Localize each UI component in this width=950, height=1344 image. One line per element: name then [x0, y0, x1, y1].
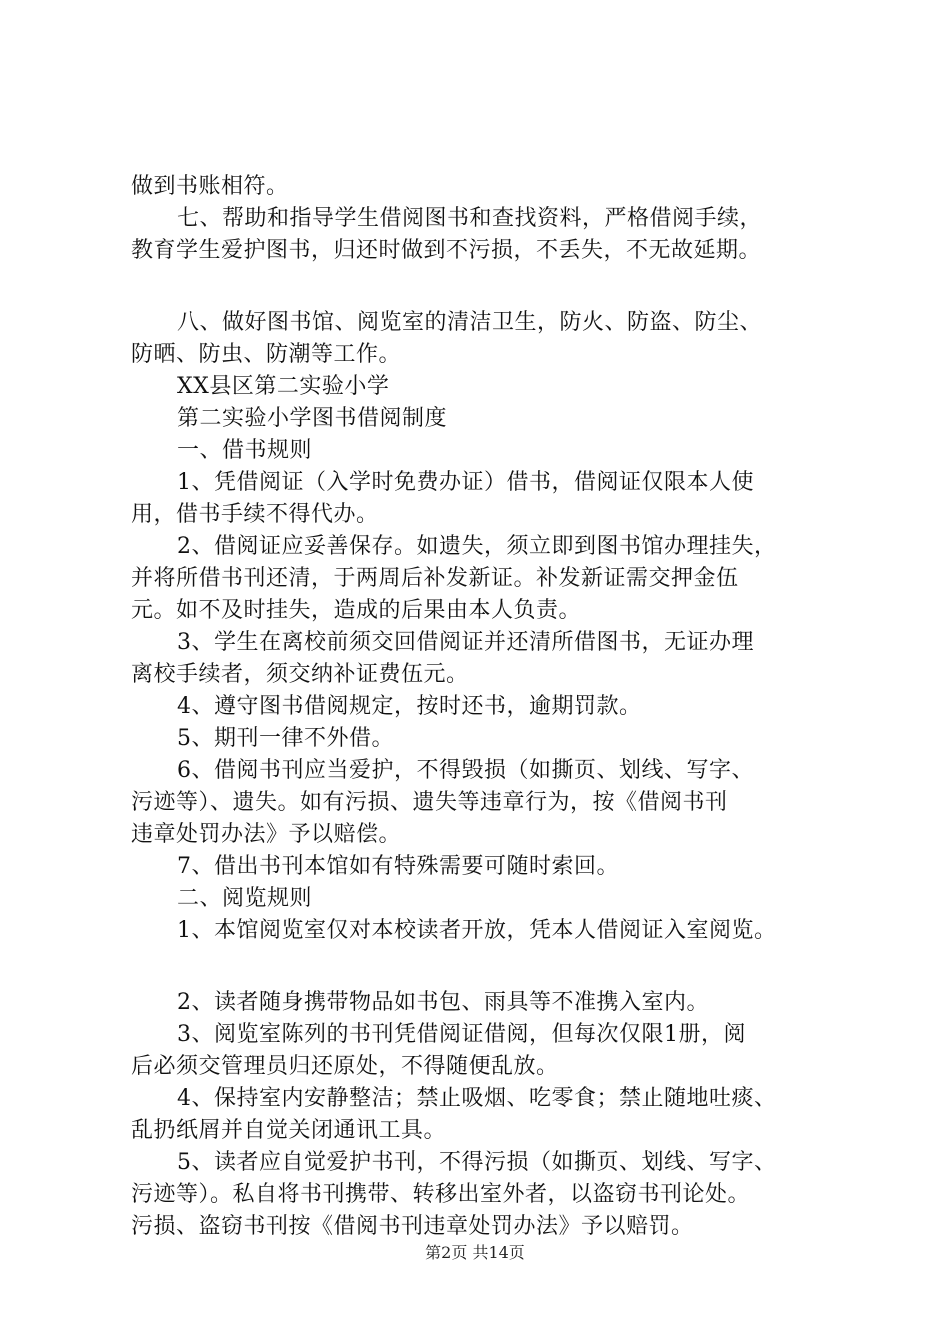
text-line: 一、借书规则 — [177, 438, 313, 463]
text-line: 1、凭借阅证（入学时免费办证）借书，借阅证仅限本人使 — [177, 470, 754, 495]
text-line: 4、遵守图书借阅规定，按时还书，逾期罚款。 — [177, 694, 642, 719]
text-line: 2、借阅证应妥善保存。如遗失，须立即到图书馆办理挂失， — [177, 534, 777, 559]
text-line: 污迹等）、遗失。如有污损、遗失等违章行为，按《借阅书刊 — [131, 790, 728, 815]
text-line: 后必须交管理员归还原处，不得随便乱放。 — [131, 1054, 559, 1079]
text-line: 3、阅览室陈列的书刊凭借阅证借阅，但每次仅限1册，阅 — [177, 1022, 746, 1047]
text-line: 防晒、防虫、防潮等工作。 — [131, 342, 402, 367]
text-line: 5、读者应自觉爱护书刊，不得污损（如撕页、划线、写字、 — [177, 1150, 777, 1175]
text-line: 第二实验小学图书借阅制度 — [177, 406, 448, 431]
text-line: 并将所借书刊还清，于两周后补发新证。补发新证需交押金伍 — [131, 566, 739, 591]
text-line: 7、借出书刊本馆如有特殊需要可随时索回。 — [177, 854, 619, 879]
text-line: XX县区第二实验小学 — [177, 374, 390, 399]
page-footer: 第2页 共14页 — [425, 1243, 525, 1262]
text-line: 5、期刊一律不外借。 — [177, 726, 394, 751]
text-line: 离校手续者，须交纳补证费伍元。 — [131, 662, 469, 687]
text-line: 乱扔纸屑并自觉关闭通讯工具。 — [131, 1118, 447, 1143]
text-line: 做到书账相符。 — [131, 174, 289, 199]
text-line: 二、阅览规则 — [177, 886, 313, 911]
text-line: 2、读者随身携带物品如书包、雨具等不准携入室内。 — [177, 990, 709, 1015]
text-line: 七、帮助和指导学生借阅图书和查找资料，严格借阅手续， — [177, 206, 763, 231]
text-line: 污损、盗窃书刊按《借阅书刊违章处罚办法》予以赔罚。 — [131, 1214, 694, 1239]
text-line: 教育学生爱护图书，归还时做到不污损，不丢失，不无故延期。 — [131, 238, 762, 263]
text-line: 4、保持室内安静整洁；禁止吸烟、吃零食；禁止随地吐痰、 — [177, 1086, 777, 1111]
text-line: 1、本馆阅览室仅对本校读者开放，凭本人借阅证入室阅览。 — [177, 918, 777, 943]
text-line: 用，借书手续不得代办。 — [131, 502, 379, 527]
text-line: 八、做好图书馆、阅览室的清洁卫生，防火、防盗、防尘、 — [177, 310, 763, 335]
document-body — [131, 171, 851, 1243]
text-line: 元。如不及时挂失，造成的后果由本人负责。 — [131, 598, 582, 623]
text-line: 污迹等）。私自将书刊携带、转移出室外者，以盗窃书刊论处。 — [131, 1182, 751, 1207]
text-line: 违章处罚办法》予以赔偿。 — [131, 822, 402, 847]
text-line: 3、学生在离校前须交回借阅证并还清所借图书，无证办理 — [177, 630, 754, 655]
text-line: 6、借阅书刊应当爱护，不得毁损（如撕页、划线、写字、 — [177, 758, 754, 783]
